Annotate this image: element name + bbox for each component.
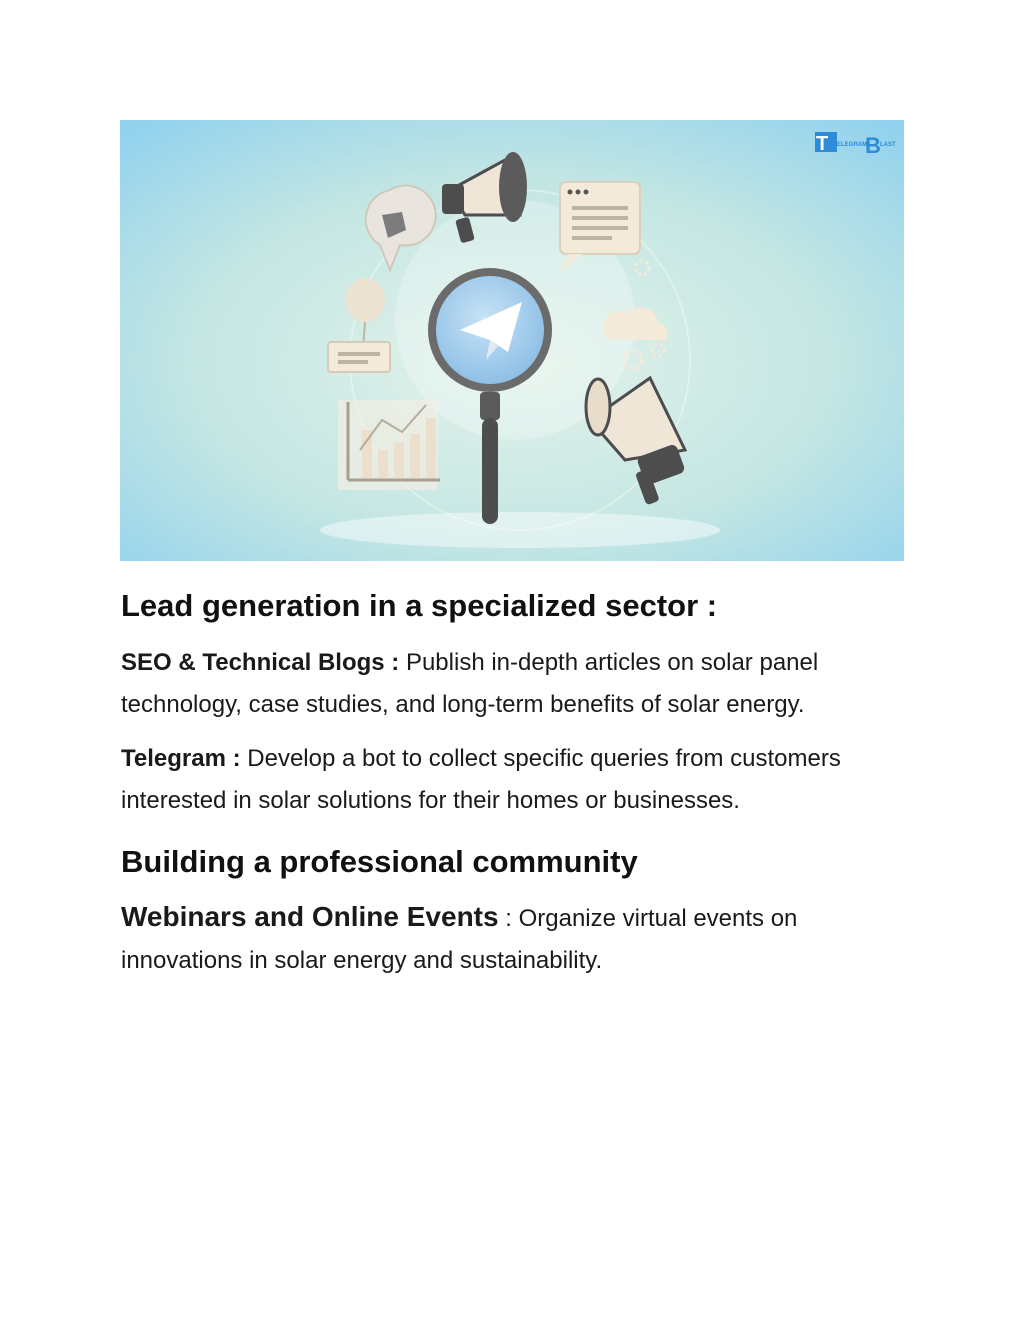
paragraph-telegram: [121, 738, 911, 822]
seo-label: SEO & Technical Blogs :: [121, 649, 400, 676]
webinars-text: : Organize virtual events on innovations in solar energy and sustainability.: [121, 905, 798, 974]
webinars-label: Webinars and Online Events: [121, 901, 499, 932]
svg-text:LAST: LAST: [880, 142, 896, 148]
article-body: [121, 584, 911, 982]
svg-text:B: B: [865, 133, 881, 158]
hero-illustration: [120, 120, 904, 561]
seo-text: Publish in-depth articles on solar panel technology, case studies, and long-term benefits of solar energy.: [121, 649, 819, 718]
section-heading-community: Building a professional community: [121, 844, 638, 879]
paragraph-webinars: [121, 896, 911, 982]
speech-bubble-icon: [328, 342, 390, 372]
telegram-label: Telegram :: [121, 745, 241, 772]
svg-text:ELEGRAM: ELEGRAM: [837, 142, 867, 148]
paragraph-seo-blogs: [121, 642, 911, 726]
section-heading-lead-generation: Lead generation in a specialized sector :: [121, 588, 718, 623]
svg-text:T: T: [816, 133, 829, 155]
telegram-text: Develop a bot to collect specific queries from customers interested in solar solutions for their homes or businesses.: [121, 745, 841, 814]
bar-chart-icon: [338, 400, 440, 490]
